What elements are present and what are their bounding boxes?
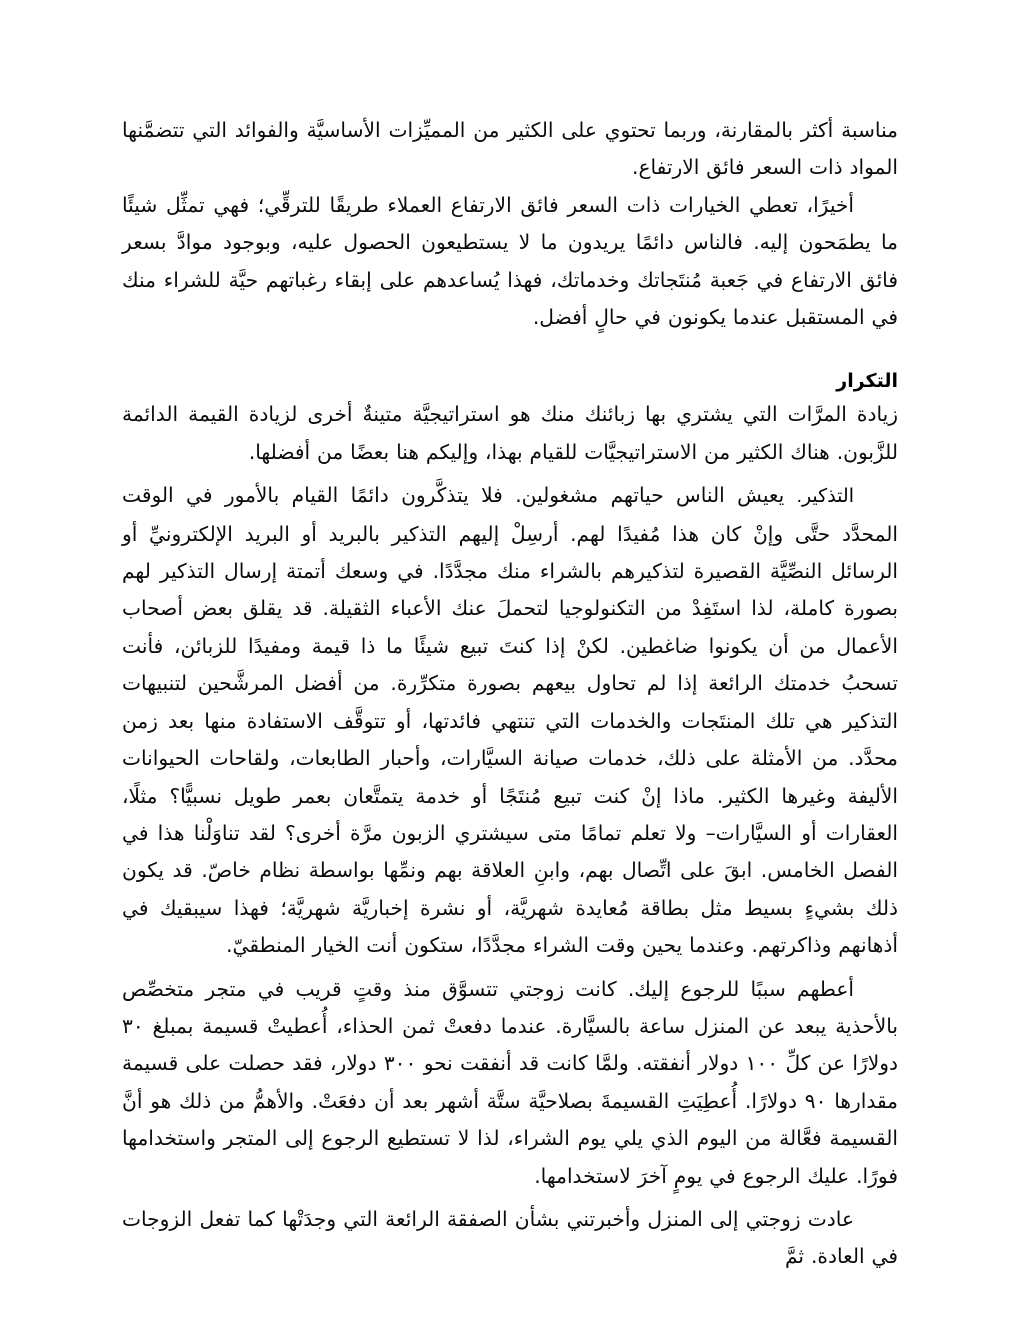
paragraph-coupon-story: أعطهم سببًا للرجوع إليك. كانت زوجتي تتسوَّق منذ وقتٍ قريب في متجر متخصِّص بالأحذية يبعد عن المنزل ساعة بالسيَّارة. عندما دفعتْ ثمن الحذاء، أُعطيتْ قسيمة بمبلغ ٣٠ دولارًا عن كلِّ ١٠٠ دولار أنفقته. ولمَّا كانت قد أنفقت نحو ٣٠٠ دولار، فقد حصلت على قسيمة مقدارها ٩٠ دولارًا. أُعطِيَتِ القسيمةَ بصلاحيَّة ستَّة أشهر بعد أن دفعَتْ. والأهمُّ من ذلك هو أنَّ القسيمة فعَّالة من اليوم الذي يلي يوم الشراء، لذا لا تستطيع الرجوع إلى المتجر واستخدامها فورًا. عليك الرجوع في يومٍ آخرَ لاستخدامها. [122, 976, 898, 1188]
text-column [122, 112, 898, 1276]
block-spacer [122, 336, 898, 366]
section-heading-repetition: التكرار [836, 370, 898, 393]
paragraph-reminder [122, 477, 898, 964]
lead-term-reminder: التذكير. [796, 486, 854, 508]
paragraph-wife-returns: عادت زوجتي إلى المنزل وأخبرتني بشأن الصفقة الرائعة التي وجدَتْها كما تفعل الزوجات في العادة. ثمَّ [122, 1206, 898, 1269]
paragraph-repetition-intro: زيادة المرَّات التي يشتري بها زبائنك منك هو استراتيجيَّة متينةٌ أخرى لزيادة القيمة الدائمة للزَّبون. هناك الكثير من الاستراتيجيَّات للقيام بهذا، وإليكم هنا بعضًا من أفضلها. [122, 402, 898, 464]
paragraph-reminder-body: يعيش الناس حياتهم مشغولين. فلا يتذكَّرون دائمًا القيام بالأمور في الوقت المحدَّد حتَّى وإنْ كان هذا مُفيدًا لهم. أرسِلْ إليهم التذكير بالبريد أو البريد الإلكترونيِّ أو الرسائل النصِّيَّة القصيرة لتذكيرهم بالشراء منك مجدَّدًا. في وسعك أتمتة إرسال التذكير لهم بصورة كاملة، لذا استَفِدْ من التكنولوجيا لتحملَ عنك الأعباء الثقيلة. قد يقلق بعض أصحاب الأعمال من أن يكونوا ضاغطين. لكنْ إذا كنتَ تبيع شيئًا ما ذا قيمة ومفيدًا للزبائن، فأنت تسحبُ خدمتك الرائعة إذا لم تحاول بيعهم بصورة متكرِّرة. من أفضل المرشَّحين لتنبيهات التذكير هي تلك المنتَجات والخدمات التي تنتهي فائدتها، أو تتوقَّف الاستفادة منها بعد زمن محدَّد. من الأمثلة على ذلك، خدمات صيانة السيَّارات، وأحبار الطابعات، ولقاحات الحيوانات الأليفة وغيرها الكثير. ماذا إنْ كنت تبيع مُنتَجًا أو خدمة يتمتَّعان بعمر طويل نسبيًّا؟ مثلًا، العقارات أو السيَّارات– ولا تعلم تمامًا متى سيشتري الزبون مرَّة أخرى؟ لقد تناوَلْنا هذا في الفصل الخامس. ابقَ على اتِّصال بهم، وابنِ العلاقة بهم ونمِّها بواسطة نظام خاصّ. قد يكون ذلك بشيءٍ بسيط مثل بطاقة مُعايدة شهريَّة، أو نشرة إخباريَّة شهريَّة؛ فهذا سيبقيك في أذهانهم وذاكرتهم. وعندما يحين وقت الشراء مجدَّدًا، ستكون أنت الخيار المنطقيّ. [122, 483, 898, 958]
paragraph-continuation: مناسبة أكثر بالمقارنة، وربما تحتوي على الكثير من المميِّزات الأساسيَّة والفوائد التي تتضمَّنها المواد ذات السعر فائق الارتفاع. [122, 118, 898, 180]
paragraph-finally: أخيرًا، تعطي الخيارات ذات السعر فائق الارتفاع العملاء طريقًا للترقِّي؛ فهي تمثِّل شيئًا ما يطمَحون إليه. فالناس دائمًا يريدون ما لا يستطيعون الحصول عليه، وبوجود موادَّ بسعر فائق الارتفاع في جَعبة مُنتَجاتك وخدماتك، فهذا يُساعدهم على إبقاء رغباتهم حيَّة للشراء منك في المستقبل عندما يكونون في حالٍ أفضل. [122, 192, 898, 330]
